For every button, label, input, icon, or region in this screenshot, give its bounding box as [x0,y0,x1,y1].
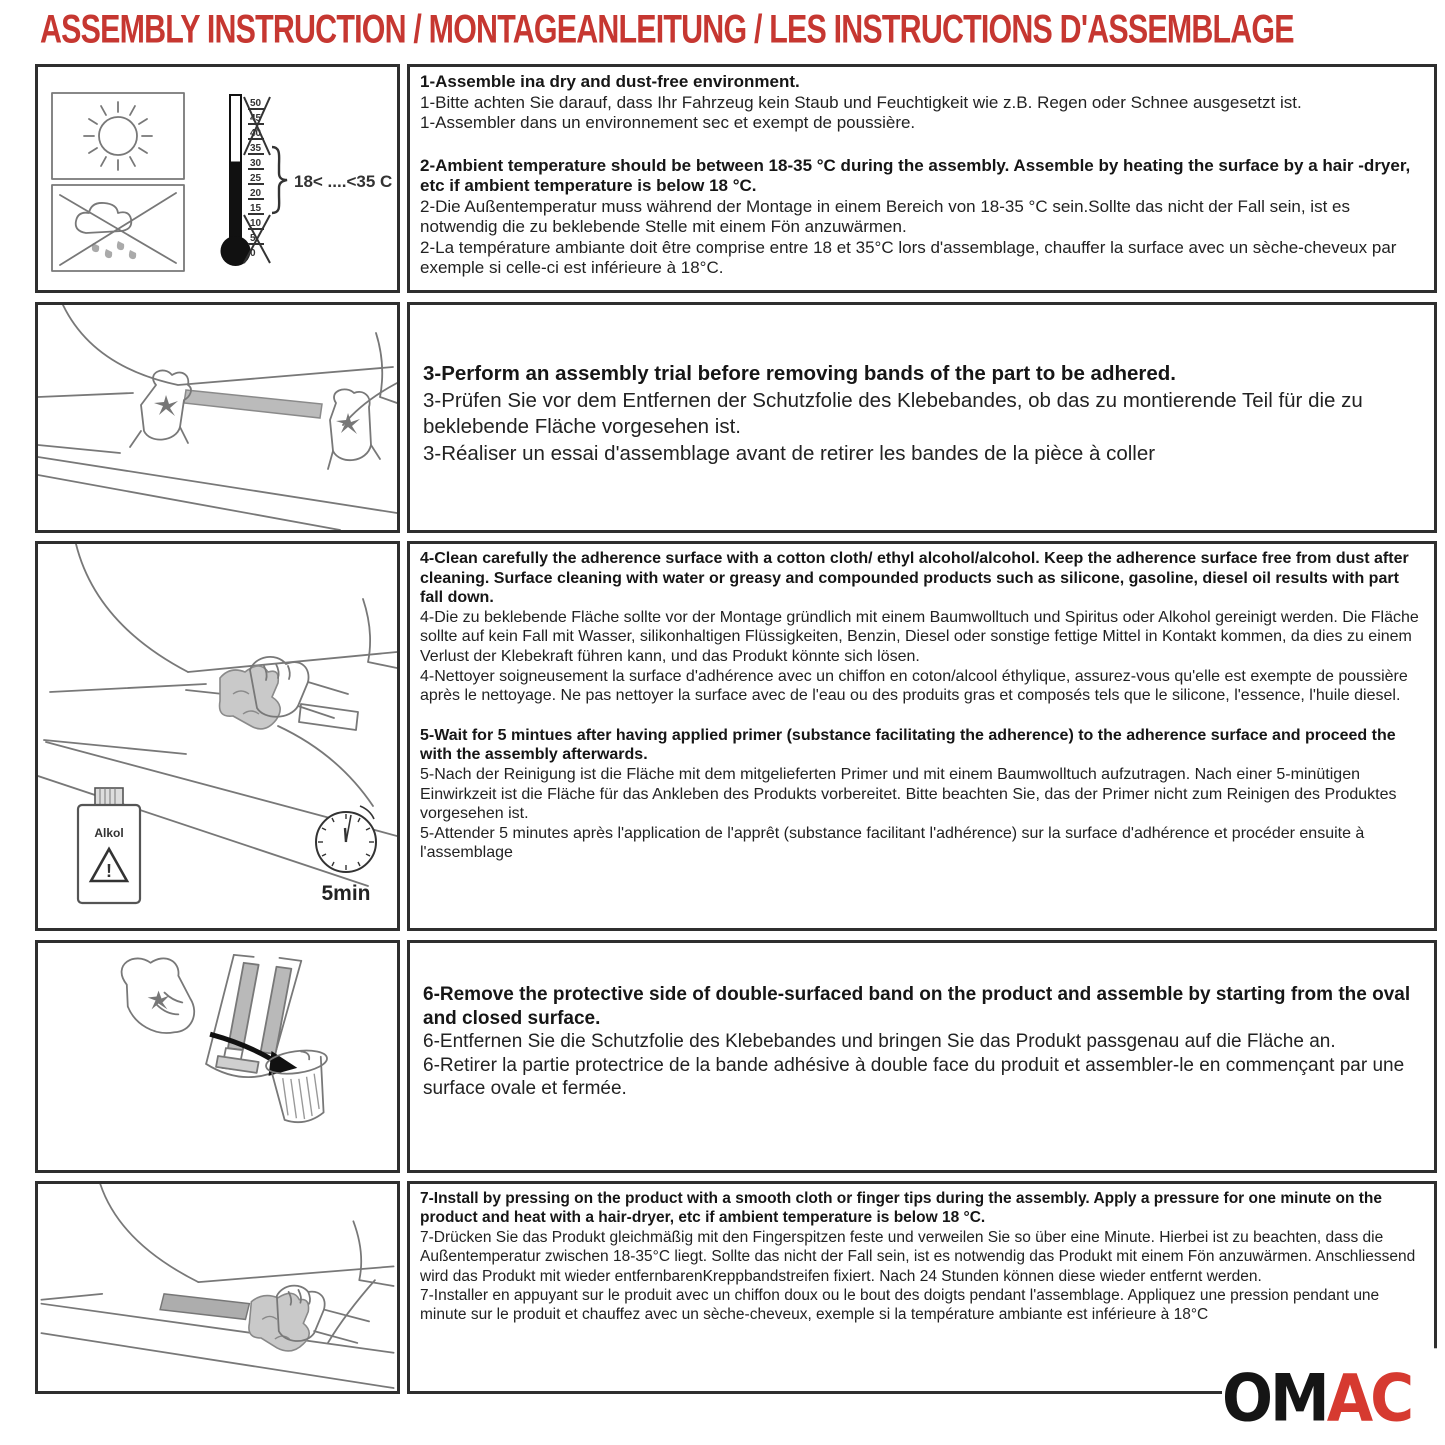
step-3 [423,361,1420,467]
svg-text:35: 35 [250,143,262,154]
step-2-de: 2-Die Außentemperatur muss während der Montage in einem Bereich von 18-35 °C sein.Sollte das nicht der Fall sein, ist es notwendig die zu beklebende Stelle mit einem Fön anzuwärmen. [420,196,1350,236]
thermometer-icon [221,95,393,266]
step-6 [423,983,1420,1101]
clock-label: 5min [321,882,371,905]
illustration-remove-band [35,940,400,1173]
step-1-fr: 1-Assembler dans un environnement sec et exempt de poussière. [420,113,916,132]
svg-text:50: 50 [250,98,262,109]
door-sill-trim-strip [184,390,322,418]
svg-text:0: 0 [250,248,256,259]
step-4 [420,549,1420,706]
product-panel [206,955,301,1077]
step-5-de: 5-Nach der Reinigung ist die Fläche mit dem mitgelieferten Primer und mit einem Baumwolltuch aufzutragen. Nach einer 5-minütigen Einwirkzeit ist die Fläche für das Ankleben des Produkts vorbereitet. Bitte beachten Sie, das der Primer nicht zum Reinigen des Produktes vorgesehen ist. [420,765,1397,823]
svg-text:10: 10 [250,218,262,229]
step-5 [420,726,1420,863]
cleaning-cloth [220,666,281,729]
installed-trim-strip [160,1294,249,1320]
svg-text:15: 15 [250,203,262,214]
instructions-step-1-2 [407,64,1437,293]
step-7-en: 7-Install by pressing on the product with a smooth cloth or finger tips during the assembly. Apply a pressure for one minute on the product and heat with a hair-dryer, etc if ambient temperature is below 18 °C. [420,1190,1382,1227]
instructions-step-4-5 [407,541,1437,931]
instructions-step-3 [407,302,1437,533]
range-brace [272,147,287,213]
step-7-de: 7-Drücken Sie das Produkt gleichmäßig mit den Fingerspitzen feste und verweilen Sie so über eine Minute. Hierbei ist zu beachten, dass die Außentemperatur zwischen 18-35°C liegt. Sollte das nicht der Fall sein, ist es notwendig das Produkt mit einem Fön anzuwärmen. Anschliessend wird das Produkt mit wieder entfernbarenKreppbandstreifen fixiert. Nach 24 Stunden können diese wieder entfernt werden. [420,1228,1416,1285]
step-3-fr: 3-Réaliser un essai d'assemblage avant de retirer les bandes de la pièce à coller [423,441,1156,465]
illustration-environment-conditions [35,64,400,293]
instructions-step-6 [407,940,1437,1173]
step-5-fr: 5-Attender 5 minutes après l'application de l'apprêt (substance facilitant l'adhérence) sur la surface d'adhérence et procéder ensuite à l'assemblage [420,824,1365,862]
svg-text:5: 5 [250,233,256,244]
alcohol-label: Alkol [94,826,124,840]
omac-logo [1222,1348,1445,1445]
step-2-en: 2-Ambient temperature should be between 18-35 °C during the assembly. Assemble by heating the surface by a hair -dryer, etc if ambient temperature is below 18 °C. [420,155,1411,195]
sun-icon [52,93,184,179]
step-4-en: 4-Clean carefully the adherence surface with a cotton cloth/ ethyl alcohol/alcohol. Keep the adherence surface free from dust after cleaning. Surface cleaning with water or greasy and compounded products such as silicone, gasoline, diesel oil results with part fall down. [420,550,1409,607]
right-hand [328,389,380,469]
svg-text:!: ! [106,861,112,881]
step-1-de: 1-Bitte achten Sie darauf, dass Ihr Fahrzeug kein Staub und Feuchtigkeit wie z.B. Regen oder Schnee ausgesetzt ist. [420,92,1302,112]
clock-icon [316,806,376,905]
illustration-assembly-trial [35,302,400,533]
no-rain-icon [52,185,184,271]
temperature-range-label: 18< ....<35 C [294,172,393,191]
svg-text:20: 20 [250,188,262,199]
svg-text:30: 30 [250,158,262,169]
svg-text:40: 40 [250,128,262,139]
step-4-de: 4-Die zu beklebende Fläche sollte vor der Montage gründlich mit einem Baumwolltuch und Spiritus oder Alkohol gereinigt werden. Die Fläche sollte auf kein Fall mit Wasser, silikonhaltigen Flüssigkeiten, Benzin, Diesel oder sonstige fettige Mittel in Kontakt kommen, da dies zu einem Verlust der Klebekraft führen kann, und das Produkt könnte sich lösen. [420,608,1419,665]
step-6-fr: 6-Retirer la partie protectrice de la bande adhésive à double face du produit et assembler-le en commençant par une surface ovale et fermée. [423,1054,1405,1099]
omac-logo-black: OM [1222,1360,1327,1437]
alcohol-bottle-icon [78,788,140,903]
svg-text:25: 25 [250,173,262,184]
illustration-clean-surface [35,541,400,931]
svg-text:45: 45 [250,113,262,124]
step-7-fr: 7-Installer en appuyant sur le produit avec un chiffon doux ou le bout des doigts pendant l'assemblage. Appliquez une pression pendant une minute sur le produit et chauffez avec un sèche-cheveux, exemple si la température ambiante est inférieure à 18°C [420,1287,1380,1324]
step-3-de: 3-Prüfen Sie vor dem Entfernen der Schutzfolie des Klebebandes, ob das zu montierende Teil für die zu beklebende Fläche vorgesehen ist. [423,388,1363,438]
step-3-en: 3-Perform an assembly trial before removing bands of the part to be adhered. [423,362,1176,385]
step-2 [420,156,1420,279]
step-6-de: 6-Entfernen Sie die Schutzfolie des Klebebandes und bringen Sie das Produkt passgenau auf die Fläche an. [423,1031,1336,1052]
step-1 [420,72,1420,134]
step-7 [420,1189,1420,1325]
step-2-fr: 2-La température ambiante doit être comprise entre 18 et 35°C lors d'assemblage, chauffer la surface avec un sèche-cheveux par exemple si celle-ci est inférieure à 18°C. [420,237,1397,277]
step-1-en: 1-Assemble ina dry and dust-free environment. [420,72,800,91]
peeling-hand [122,958,195,1033]
left-hand [130,370,191,447]
page-title: ASSEMBLY INSTRUCTION / MONTAGEANLEITUNG / LES INSTRUCTIONS D'ASSEMBLAGE [40,8,1294,53]
omac-logo-red: AC [1326,1360,1412,1437]
step-5-en: 5-Wait for 5 mintues after having applied primer (substance facilitating the adherence) to the adherence surface and proceed the with the assembly afterwards. [420,726,1396,764]
illustration-press-install [35,1181,400,1394]
step-6-en: 6-Remove the protective side of double-surfaced band on the product and assemble by starting from the oval and closed surface. [423,984,1411,1029]
step-4-fr: 4-Nettoyer soigneusement la surface d'adhérence avec un chiffon en coton/alcool éthylique, assurez-vous qu'elle est exempte de poussière après le nettoyage. Ne pas nettoyer la surface avec de l'eau ou des produits gras et composés tels que le silicone, l'essence, l'huile diesel. [420,667,1408,705]
